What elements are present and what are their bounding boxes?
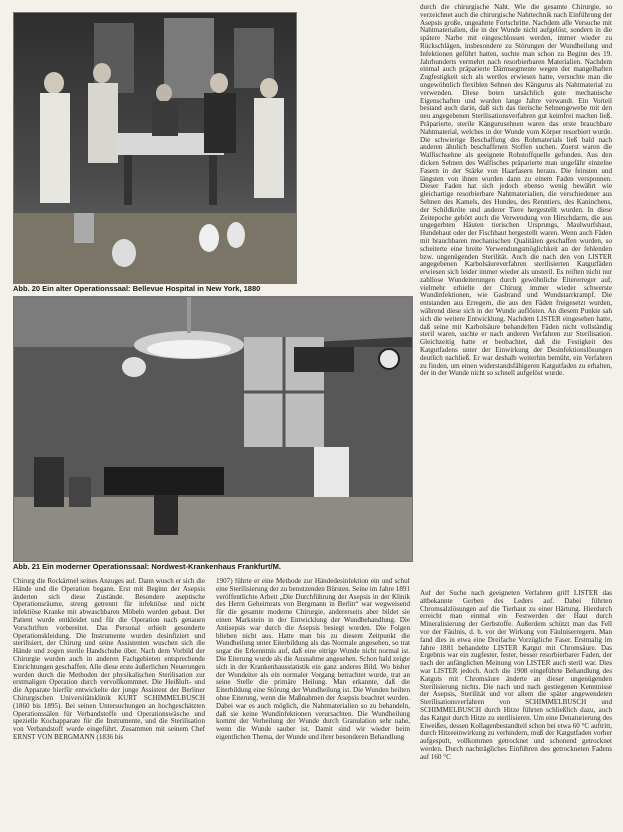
text-column-left: Chirurg die Rockärmel seines Anzuges auf. Dann wusch er sich die Hände und die Operation begann. Erst mit Beginn der Asepsis änderten sich diese Zustände. Besondere aseptische Operationsräume, streng getrennt für infektiöse und nicht infektiöse Kranke mit abwaschbaren Möbeln wurden gebaut. Der Patient wurde entkleidet und für die Operation nach genauen Vorschriften vorbereitet. Das Personal erhielt gesonderte Operationskleidung. Die Instrumente wurden desinfiziert und sterilisiert, der Chirurg und seine Assistenten wuschen sich die Hände und zogen sterile Handschuhe über. Nach dem Vorbild der Chirurgie wurden auch in anderen Fachgebieten entsprechende Einrichtungen geschaffen. Alle diese erste äußerlichen Neuerungen wurden durch die Methoden der physikalischen Sterilisation zur erstmaligen Operation durch vervollkommnet. Die Heißluft- und die Apparate hierfür entwickelte der junge Assistent der Berliner Chirurgischen Universitätsklinik KURT SCHIMMELBUSCH (1860 bis 1895). Bei seinen Untersuchungen an hochgeschätzten Operationssälen für Verbandstoffe und Operationswäsche und spezielle Kochapparate für die Instrumente, und die Sterilisation von Verbandstoff wurde eingeführt. Zusammen mit seinem Chef ERNST VON BERGMANN (1836 bis bbox=[13, 578, 205, 741]
figure-abb21-caption: Abb. 21 Ein moderner Operationssaal: Nordwest-Krankenhaus Frankfurt/M. bbox=[13, 562, 281, 571]
old-operating-room-photo-icon bbox=[14, 13, 296, 283]
text-column-middle: 1907) führte er eine Methode zur Händedesinfektion ein und schuf eine Sterilisierung der zu benutzenden Bürsten. Seine im Jahre 1891 veröffentlichte Arbeit „Die Durchführung der Asepsis in der Klinik des Herrn Geheimrats von Bergmann in Berlin“ war wegweisend für die gesamte moderne Chirurgie, andererseits aber bildet sie einen Markstein in der Entwicklung der Wundbehandlung. Die Antisepsis war durch die Asepsis besiegt worden. Die Folgen blieben nicht aus. Hatte man bis zu diesem Zeitpunkt die Wundheilung unter Eiterbildung als das Normale angesehen, so trat sogar die Erkenntnis auf, daß eine eitrige Wunde nicht normal ist. Die Eiterung wurde als die Ausnahme angesehen. Schon bald zeigte sich in der Krankenhausstatistik ein ganz anderes Bild. Wo bisher der Wundeiter als ein normaler Vorgang betrachtet wurde, trat an seine Stelle die primäre Heilung. Man erkannte, daß die Eiterbildung eine Störung der Wundheilung ist. Die Wunden heilten ohne Eiterung, wenn die Maßnahmen der Asepsis beachtet wurden. Dabei war es auch möglich, die Nahtmaterialien so zu behandeln, daß sie keine Wundinfektionen verursachten. Die Wundheilung kommt der Verheilung der Wunde durch Granulation sehr nahe, wenn die Wunde sauber ist. Damit sind wir wieder beim eigentlichen Thema, der Wunde und ihrer besonderen Behandlung bbox=[216, 578, 410, 741]
figure-abb21-photo bbox=[13, 296, 413, 562]
text-column-right-top: durch die chirurgische Naht. Wie die gesamte Chirurgie, so verzeichnet auch die chirurgische Nahttechnik nach Einführung der Asepsis große, ungeahnte Fortschritte. Nachdem alle Versuche mit Nahtmaterialien, die in der Wunde nicht aufgelöst, sondern in die spätere Narbe mit eingeschlossen werden, immer wieder zu Rückschlägen, insbesondere zu Störungen der Wundheilung und Infektionen geführt hatten, suchte man schon zu Beginn des 19. Jahrhunderts vermehrt nach resorbierbaren Materialien. Nachdem einmal auch präparierte Därmsegmente wegen der mangelhaften Zugfestigkeit sich als wertlos erwiesen hatte, versuchte man die ungewöhnlich flexiblen Sehnen des Kängurus als Nahtmaterial zu verwenden. Diese boten tatsächlich gute mechanische Eigenschaften und wurden lange Jahre verwandt. Ein Vorteil bestand auch darin, daß sich das tierische Sehnengewebe mit den neu angegebenen Sterilisationsverfahren gut keimfrei machen ließ. Präparierte, sterile Kängurusehnen waren das erste brauchbare Nahtmaterial, welches in der Wunde vom Körper resorbiert wurde. Die schwierige Beschaffung des Rohmaterials ließ bald nach anderen ähnlich beschaffenen Stoffen suchen. Zuerst waren die Walfischsehne als geeignete Rohstoffquelle gefunden. Aus den dicken Sehnen des Walfisches präparierte man ungefähr einzelne Fasern in der Stärke von Haarfasern heraus. Die feinsten und längsten von ihnen wurden dann zu einem Faden versponnen. Dieser Faden hat sich jedoch ebenso wenig bewährt wie gleichartige resorbierbare Nahtmaterialien, die verschiedener aus Sehnen des Kamels, des Hundes, des Renntiers, des Kaninchens, der Schildkröte und anderer Tiere hergestellt wurden. In diese Zeitepoche gehört auch die Verwendung von Hirschdarm, die aus ungegerbten Häuten tierischen Ursprungs, Maulwurfshaut, Hundehaut oder der Fischhaut hergestellt waren. Wenn auch Fäden mit brauchbaren mechanischen Qualitäten geschaffen wurden, so scheiterte eine breite Verwendungsmöglichkeit an der fehlenden bzw. ungenügenden Sterilität. Auch die nach den von LISTER angegebenen Karbolsäureverfahren sterilisierten Katgutfäden erwiesen sich leider immer wieder als unsteril. Es reiften nicht nur zahllose Wundeiterungen durch gewöhnliche Eitererreger auf, vielmehr erhielte der Chirurg immer wieder schwerste Wundinfektionen, wie Gasbrand und Wundstarrkrampf. Die entstanden aus Erregern, die aus den Fäden freigesetzt wurden, während diese sich in der Wunde auflösten. An diesem Punkte sah sich die weitere Entwicklung. Nachdem LISTER eingesehen hatte, daß seine mit Karbolsäure behandelten Fäden nicht vollständig steril waren, suchte er nach anderen Verfahren zur Sterilisation. Gleichzeitig hatte er beobachtet, daß die Festigkeit des Katgutfadens unter der Einwirkung der Desinfektionslösungen deutlich nachließ. Er war deshalb weiterhin bemüht, ein Verfahren zu finden, um einen widerstandsfähigeren Katgutfaden zu erhalten, der in der Wunde nicht so schnell aufgelöst wurde. bbox=[420, 4, 612, 378]
modern-operating-room-photo-icon bbox=[14, 297, 412, 561]
text-column-right-bottom: Auf der Suche nach geeigneten Verfahren griff LISTER das altbekannte Gerben des Leders auf. Dabei führten Chromsalzlösungen auf die Tierhaut zu einer Härtung. Hierdurch erreicht man einmal ein Festwerden der Haut durch Mineralisierung der Gerbstoffe. Außerdem schützt man das Fell vor der Fäulnis, d. h. vor der Wirkung von Fäulniserregern. Man fand dies in etwa eine Dreifache Vorzügliche Faser. Erstmalig im Jahre 1881 behandelte LISTER Katgut mit Chromsäure. Das Ergebnis war ein zugfester, fester, besser resorbierbarer Faden, der nach der anfänglichen Meinung von LISTER auch steril war. Dies war LISTER jedoch. Auch die 1908 eingeführte Behandlung des Katguts mit Chromsäure änderte an dieser ungenügenden Sterilisierung nichts. Die nach und nach gestiegenen Kenntnisse der Asepsis, Sterilität und vor allem die später angewendeten Sterilisationsverfahren von SCHIMMELBUSCH und SCHIMMELBUSCH durch Hitze führten schließlich dazu, auch das Katgut durch Hitze zu sterilisieren. Um eine Denaturierung des Eiweißes, dessen Kollagenbestandteil schon bei etwa 60 °C auftritt, durch Hitzeeinwirkung zu verhindern, muß der Katgutfaden vorher aufgespult, vollkommen getrocknet und schonend getrocknet werden. Durch nachträgliches Einführen des getrockneten Fadens auf 160 °C bbox=[420, 590, 612, 761]
figure-abb20-caption: Abb. 20 Ein alter Operationssaal: Bellevue Hospital in New York, 1880 bbox=[13, 284, 261, 293]
figure-abb20-photo bbox=[13, 12, 297, 284]
